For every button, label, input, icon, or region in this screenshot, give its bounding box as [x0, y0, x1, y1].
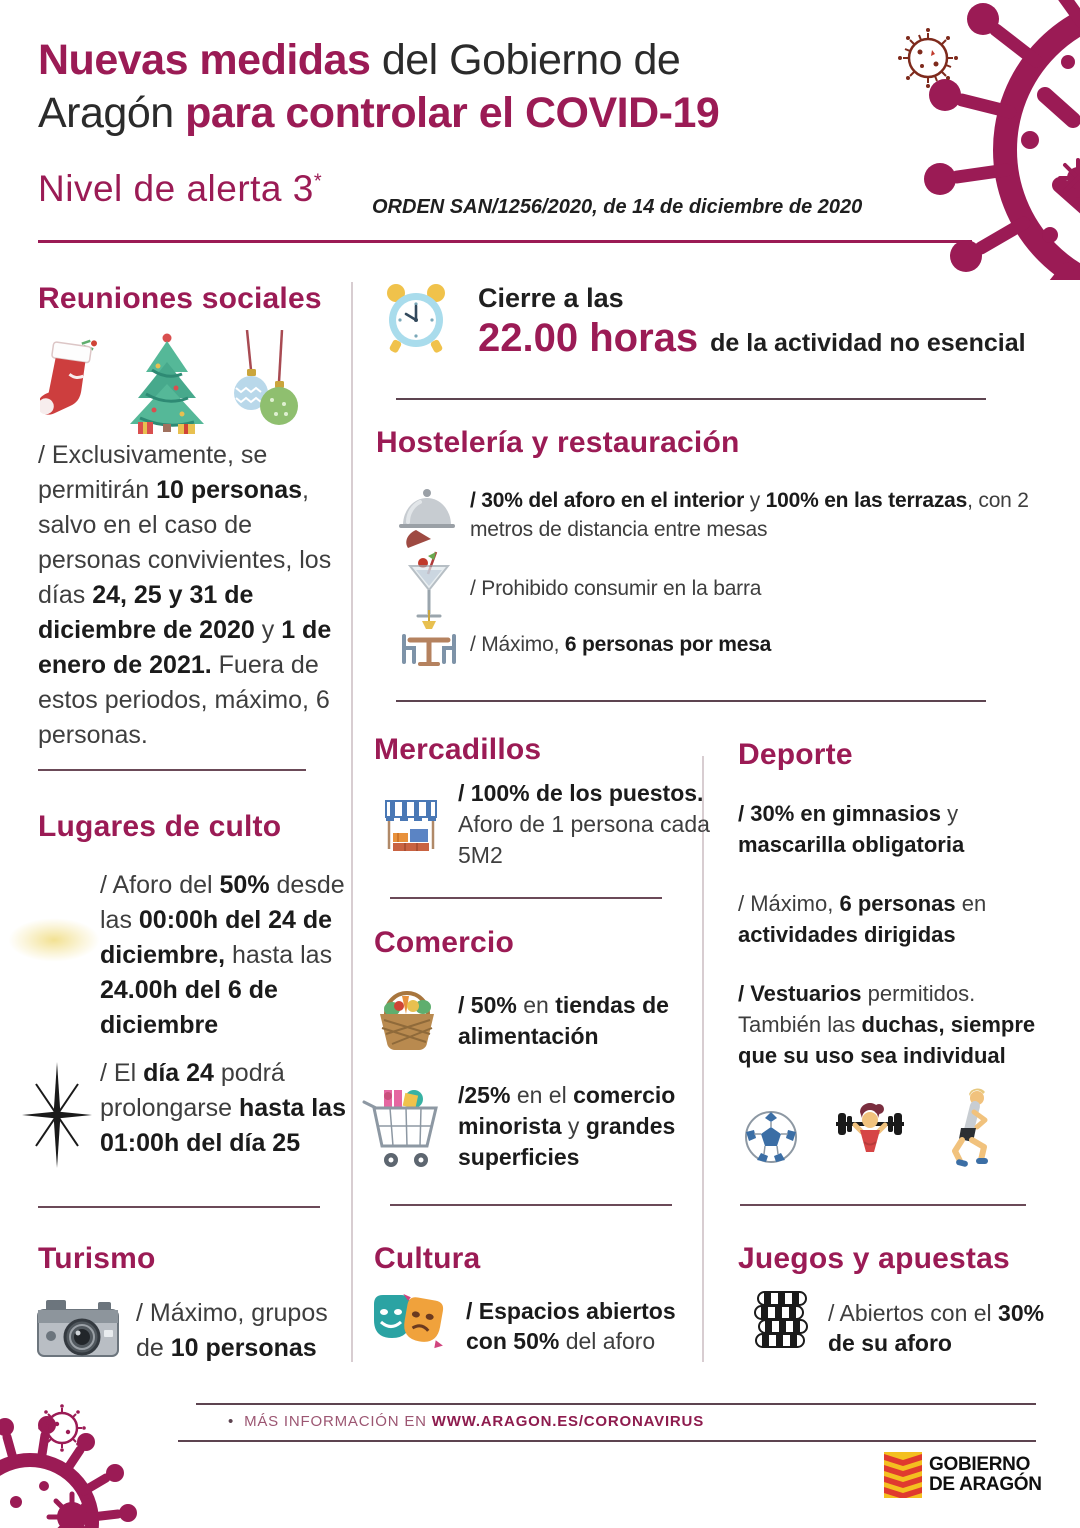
candle-glow-icon: [8, 918, 100, 962]
turismo-text: / Máximo, grupos de 10 personas: [136, 1299, 328, 1362]
soccer-ball-icon: [744, 1110, 798, 1164]
page-title-line1: Nuevas medidas del Gobierno de: [38, 36, 681, 84]
culto-item-1: / Aforo del 50% desde las 00:00h del 24 de diciembre, hasta las 24.00h del 6 de diciembre: [100, 871, 345, 1039]
star-sparkle-icon: [22, 1062, 92, 1168]
weightlifter-icon: [834, 1098, 906, 1170]
section-heading-turismo: Turismo: [38, 1242, 156, 1275]
page-title-line2: Aragón para controlar el COVID-19: [38, 89, 720, 137]
bullet-icon: •: [228, 1413, 235, 1430]
section-heading-reuniones: Reuniones sociales: [38, 282, 322, 315]
divider: [740, 1204, 1026, 1206]
footer-info-prefix: MÁS INFORMACIÓN EN: [244, 1413, 432, 1430]
grocery-basket-icon: [372, 984, 442, 1052]
divider: [396, 700, 986, 702]
virus-large-icon: [860, 0, 1080, 280]
closure-time: 22.00 horas: [478, 316, 699, 360]
camera-icon: [36, 1298, 120, 1362]
divider: [390, 897, 662, 899]
table-chairs-icon: [396, 608, 462, 674]
divider: [38, 1206, 320, 1208]
footer-info-url: WWW.ARAGON.ES/CORONAVIRUS: [431, 1413, 704, 1430]
closure-banner: [478, 283, 1026, 361]
culto-item-2: / El día 24 podrá prolongarse hasta las 01:00h del día 25: [100, 1059, 346, 1157]
section-heading-cultura: Cultura: [374, 1242, 481, 1275]
mercadillos-text: / 100% de los puestos. Aforo de 1 persona cada 5M2: [458, 780, 710, 868]
gobierno-aragon-logo: [884, 1452, 1042, 1498]
christmas-tree-icon: [128, 330, 206, 436]
logo-text: GOBIERNO DE ARAGÓN: [929, 1454, 1042, 1495]
footer-divider-top: [196, 1403, 1036, 1405]
alarm-clock-icon: [383, 280, 449, 358]
aragon-shield-icon: [884, 1452, 922, 1498]
cultura-text: / Espacios abiertos con 50% del aforo: [466, 1298, 676, 1354]
hosteleria-item-1: / 30% del aforo en el interior y 100% en las terrazas, con 2 metros de distancia entre mesas: [470, 489, 1029, 541]
closure-prefix: Cierre a las: [478, 283, 624, 313]
market-stall-icon: [382, 795, 440, 857]
deporte-item-3: / Vestuarios permitidos. También las duchas, siempre que su uso sea individual: [738, 981, 1036, 1068]
virus-large-icon: [0, 1382, 235, 1528]
deporte-item-2: / Máximo, 6 personas en actividades dirigidas: [738, 891, 987, 947]
hosteleria-item-2: / Prohibido consumir en la barra: [470, 577, 762, 600]
divider: [396, 398, 986, 400]
divider: [38, 769, 306, 771]
section-heading-juegos: Juegos y apuestas: [738, 1242, 1010, 1275]
comercio-item-1: / 50% en tiendas de alimentación: [458, 992, 669, 1049]
juegos-text: / Abiertos con el 30% de su aforo: [828, 1300, 1045, 1356]
virus-small-icon: [38, 1404, 86, 1452]
page-title: [38, 34, 719, 140]
comercio-item-2: /25% en el comercio minorista y grandes superficies: [458, 1082, 676, 1170]
cloche-icon: [398, 484, 456, 550]
section-heading-comercio: Comercio: [374, 926, 514, 959]
virus-small-icon: [898, 28, 958, 88]
hosteleria-item-3: / Máximo, 6 personas por mesa: [470, 633, 772, 656]
footer-divider-bottom: [178, 1440, 1036, 1442]
christmas-stocking-icon: [40, 336, 98, 436]
alert-asterisk: *: [313, 170, 323, 193]
section-heading-culto: Lugares de culto: [38, 810, 282, 843]
order-reference: ORDEN SAN/1256/2020, de 14 de diciembre de 2020: [372, 196, 863, 218]
divider: [390, 1204, 672, 1206]
runner-icon: [946, 1088, 998, 1170]
section-heading-deporte: Deporte: [738, 738, 853, 771]
section-heading-hosteleria: Hostelería y restauración: [376, 426, 740, 459]
alert-level: Nivel de alerta 3*: [38, 168, 323, 209]
reuniones-paragraph: / Exclusivamente, se permitirán 10 personas, salvo en el caso de personas convivientes, los días 24, 25 y 31 de diciembre de 2020 y 1 de enero de 2021. Fuera de estos periodos, máximo, 6 personas.: [38, 441, 332, 749]
theater-masks-icon: [368, 1290, 450, 1358]
footer-info: [228, 1413, 704, 1430]
header-divider: [38, 240, 972, 243]
section-heading-mercadillos: Mercadillos: [374, 733, 542, 766]
column-divider: [351, 282, 353, 1362]
poker-chips-icon: [748, 1290, 814, 1360]
deporte-item-1: / 30% en gimnasios y mascarilla obligatoria: [738, 801, 965, 857]
closure-suffix: de la actividad no esencial: [710, 329, 1026, 357]
baubles-icon: [222, 330, 304, 436]
shopping-cart-icon: [360, 1086, 444, 1174]
